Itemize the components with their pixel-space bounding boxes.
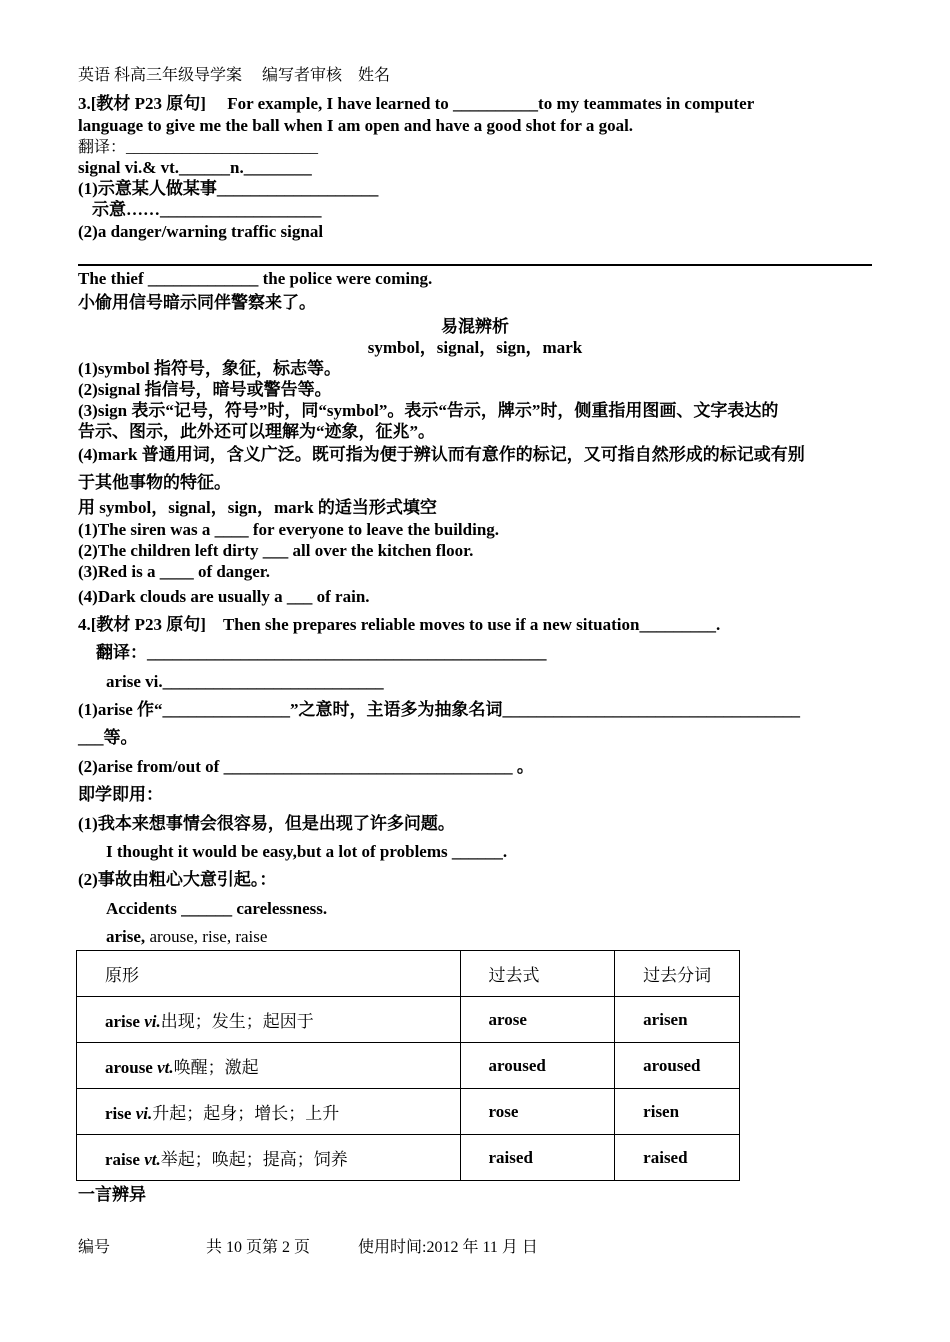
item3-signal-pos: signal vi.& vt.______n.________ — [78, 158, 312, 177]
table-cell-base — [77, 1043, 461, 1089]
item3-example-en: The thief _____________ the police were coming. — [78, 269, 433, 288]
meaning: 唤醒；激起 — [173, 1058, 259, 1077]
table-header-row — [77, 951, 740, 997]
one-word-title: 一言辨异 — [78, 1185, 146, 1204]
item4-use1b: ___等。 — [78, 728, 138, 747]
page-footer: 编号 共 10 页第 2 页 使用时间:2012 年 11 月 日 — [78, 1239, 538, 1256]
practice-q2-en: Accidents ______ carelessness. — [106, 899, 328, 918]
practice-q1-cn: (1)我本来想事情会很容易，但是出现了许多问题。 — [78, 814, 455, 833]
item4-use2: (2)arise from/out of __________________________________ 。 — [78, 757, 534, 776]
base-word: raise — [105, 1150, 140, 1169]
exercise-2: (2)The children left dirty ___ all over the kitchen floor. — [78, 541, 474, 560]
item4-arise-pos: arise vi.__________________________ — [106, 672, 384, 691]
table-cell-base — [77, 997, 461, 1043]
table-row — [77, 1135, 740, 1181]
part-of-speech: vt. — [157, 1058, 174, 1077]
table-cell-past: arose — [460, 997, 615, 1043]
table-cell-past: aroused — [460, 1043, 615, 1089]
distinguish-p1: (1)symbol 指符号，象征，标志等。 — [78, 359, 342, 378]
item3-prompt-line1: 3.[教材 P23 原句] For example, I have learned to __________to my teammates in computer — [78, 94, 755, 113]
compare-words-bold: arise, — [106, 927, 146, 946]
distinguish-title: 易混辨析 — [441, 317, 509, 336]
base-word: arise — [105, 1012, 140, 1031]
table-row — [77, 997, 740, 1043]
item4-translate: 翻译：_______________________________________________ — [96, 643, 547, 662]
distinguish-p4b: 于其他事物的特征。 — [78, 473, 231, 492]
item4-use1a: (1)arise 作“_______________”之意时，主语多为抽象名词___________________________________ — [78, 700, 801, 719]
distinguish-p3b: 告示、图示，此外还可以理解为“迹象，征兆”。 — [78, 422, 435, 441]
part-of-speech: vi. — [144, 1012, 161, 1031]
exercise-3: (3)Red is a ____ of danger. — [78, 562, 271, 581]
table-cell-base — [77, 1135, 461, 1181]
item4-prompt: 4.[教材 P23 原句] Then she prepares reliable moves to use if a new situation_________. — [78, 615, 721, 634]
table-cell-past: raised — [460, 1135, 615, 1181]
answer-line — [78, 264, 872, 266]
practice-q2-cn: (2)事故由粗心大意引起。： — [78, 870, 277, 889]
distinguish-p2: (2)signal 指信号，暗号或警告等。 — [78, 380, 332, 399]
page-header: 英语 科高三年级导学案 编写者审核 姓名 — [78, 67, 391, 84]
part-of-speech: vt. — [144, 1150, 161, 1169]
meaning: 举起；唤起；提高；饲养 — [160, 1150, 348, 1169]
table-cell-pp: arisen — [615, 997, 740, 1043]
header-base: 原形 — [77, 951, 461, 997]
part-of-speech: vi. — [135, 1104, 153, 1123]
table-cell-pp: aroused — [615, 1043, 740, 1089]
compare-words-rest: arouse, rise, raise — [145, 927, 268, 946]
exercise-1: (1)The siren was a ____ for everyone to leave the building. — [78, 520, 500, 539]
item3-use1b: 示意……___________________ — [92, 200, 322, 219]
compare-words — [106, 927, 267, 947]
item3-use2: (2)a danger/warning traffic signal — [78, 222, 324, 241]
table-row — [77, 1043, 740, 1089]
item3-translate: 翻译：________________________ — [78, 139, 319, 156]
practice-title: 即学即用： — [78, 785, 163, 804]
table-cell-pp: raised — [615, 1135, 740, 1181]
item3-use1: (1)示意某人做某事___________________ — [78, 179, 379, 198]
base-word: rise — [105, 1104, 132, 1123]
header-pp: 过去分词 — [615, 951, 740, 997]
practice-q1-en: I thought it would be easy,but a lot of problems ______. — [106, 842, 508, 861]
item3-prompt-line2: language to give me the ball when I am open and have a good shot for a goal. — [78, 116, 634, 135]
item3-example-cn: 小偷用信号暗示同伴警察来了。 — [78, 293, 316, 312]
table-row — [77, 1089, 740, 1135]
meaning: 升起；起身；增长；上升 — [152, 1104, 340, 1123]
verb-forms-table — [76, 950, 740, 1181]
exercise-4: (4)Dark clouds are usually a ___ of rain. — [78, 587, 370, 606]
meaning: 出现；发生；起因于 — [160, 1012, 314, 1031]
distinguish-p4a: (4)mark 普通用词，含义广泛。既可指为便于辨认而有意作的标记，又可指自然形成的标记或有别 — [78, 445, 805, 464]
distinguish-words: symbol，signal，sign，mark — [367, 338, 583, 357]
table-cell-pp: risen — [615, 1089, 740, 1135]
distinguish-p3a: (3)sign 表示“记号，符号”时，同“symbol”。表示“告示，牌示”时，侧重指用图画、文字表达的 — [78, 401, 779, 420]
exercise-title: 用 symbol，signal，sign，mark 的适当形式填空 — [78, 498, 437, 517]
header-past: 过去式 — [460, 951, 615, 997]
table-cell-past: rose — [460, 1089, 615, 1135]
base-word: arouse — [105, 1058, 153, 1077]
table-cell-base — [77, 1089, 461, 1135]
